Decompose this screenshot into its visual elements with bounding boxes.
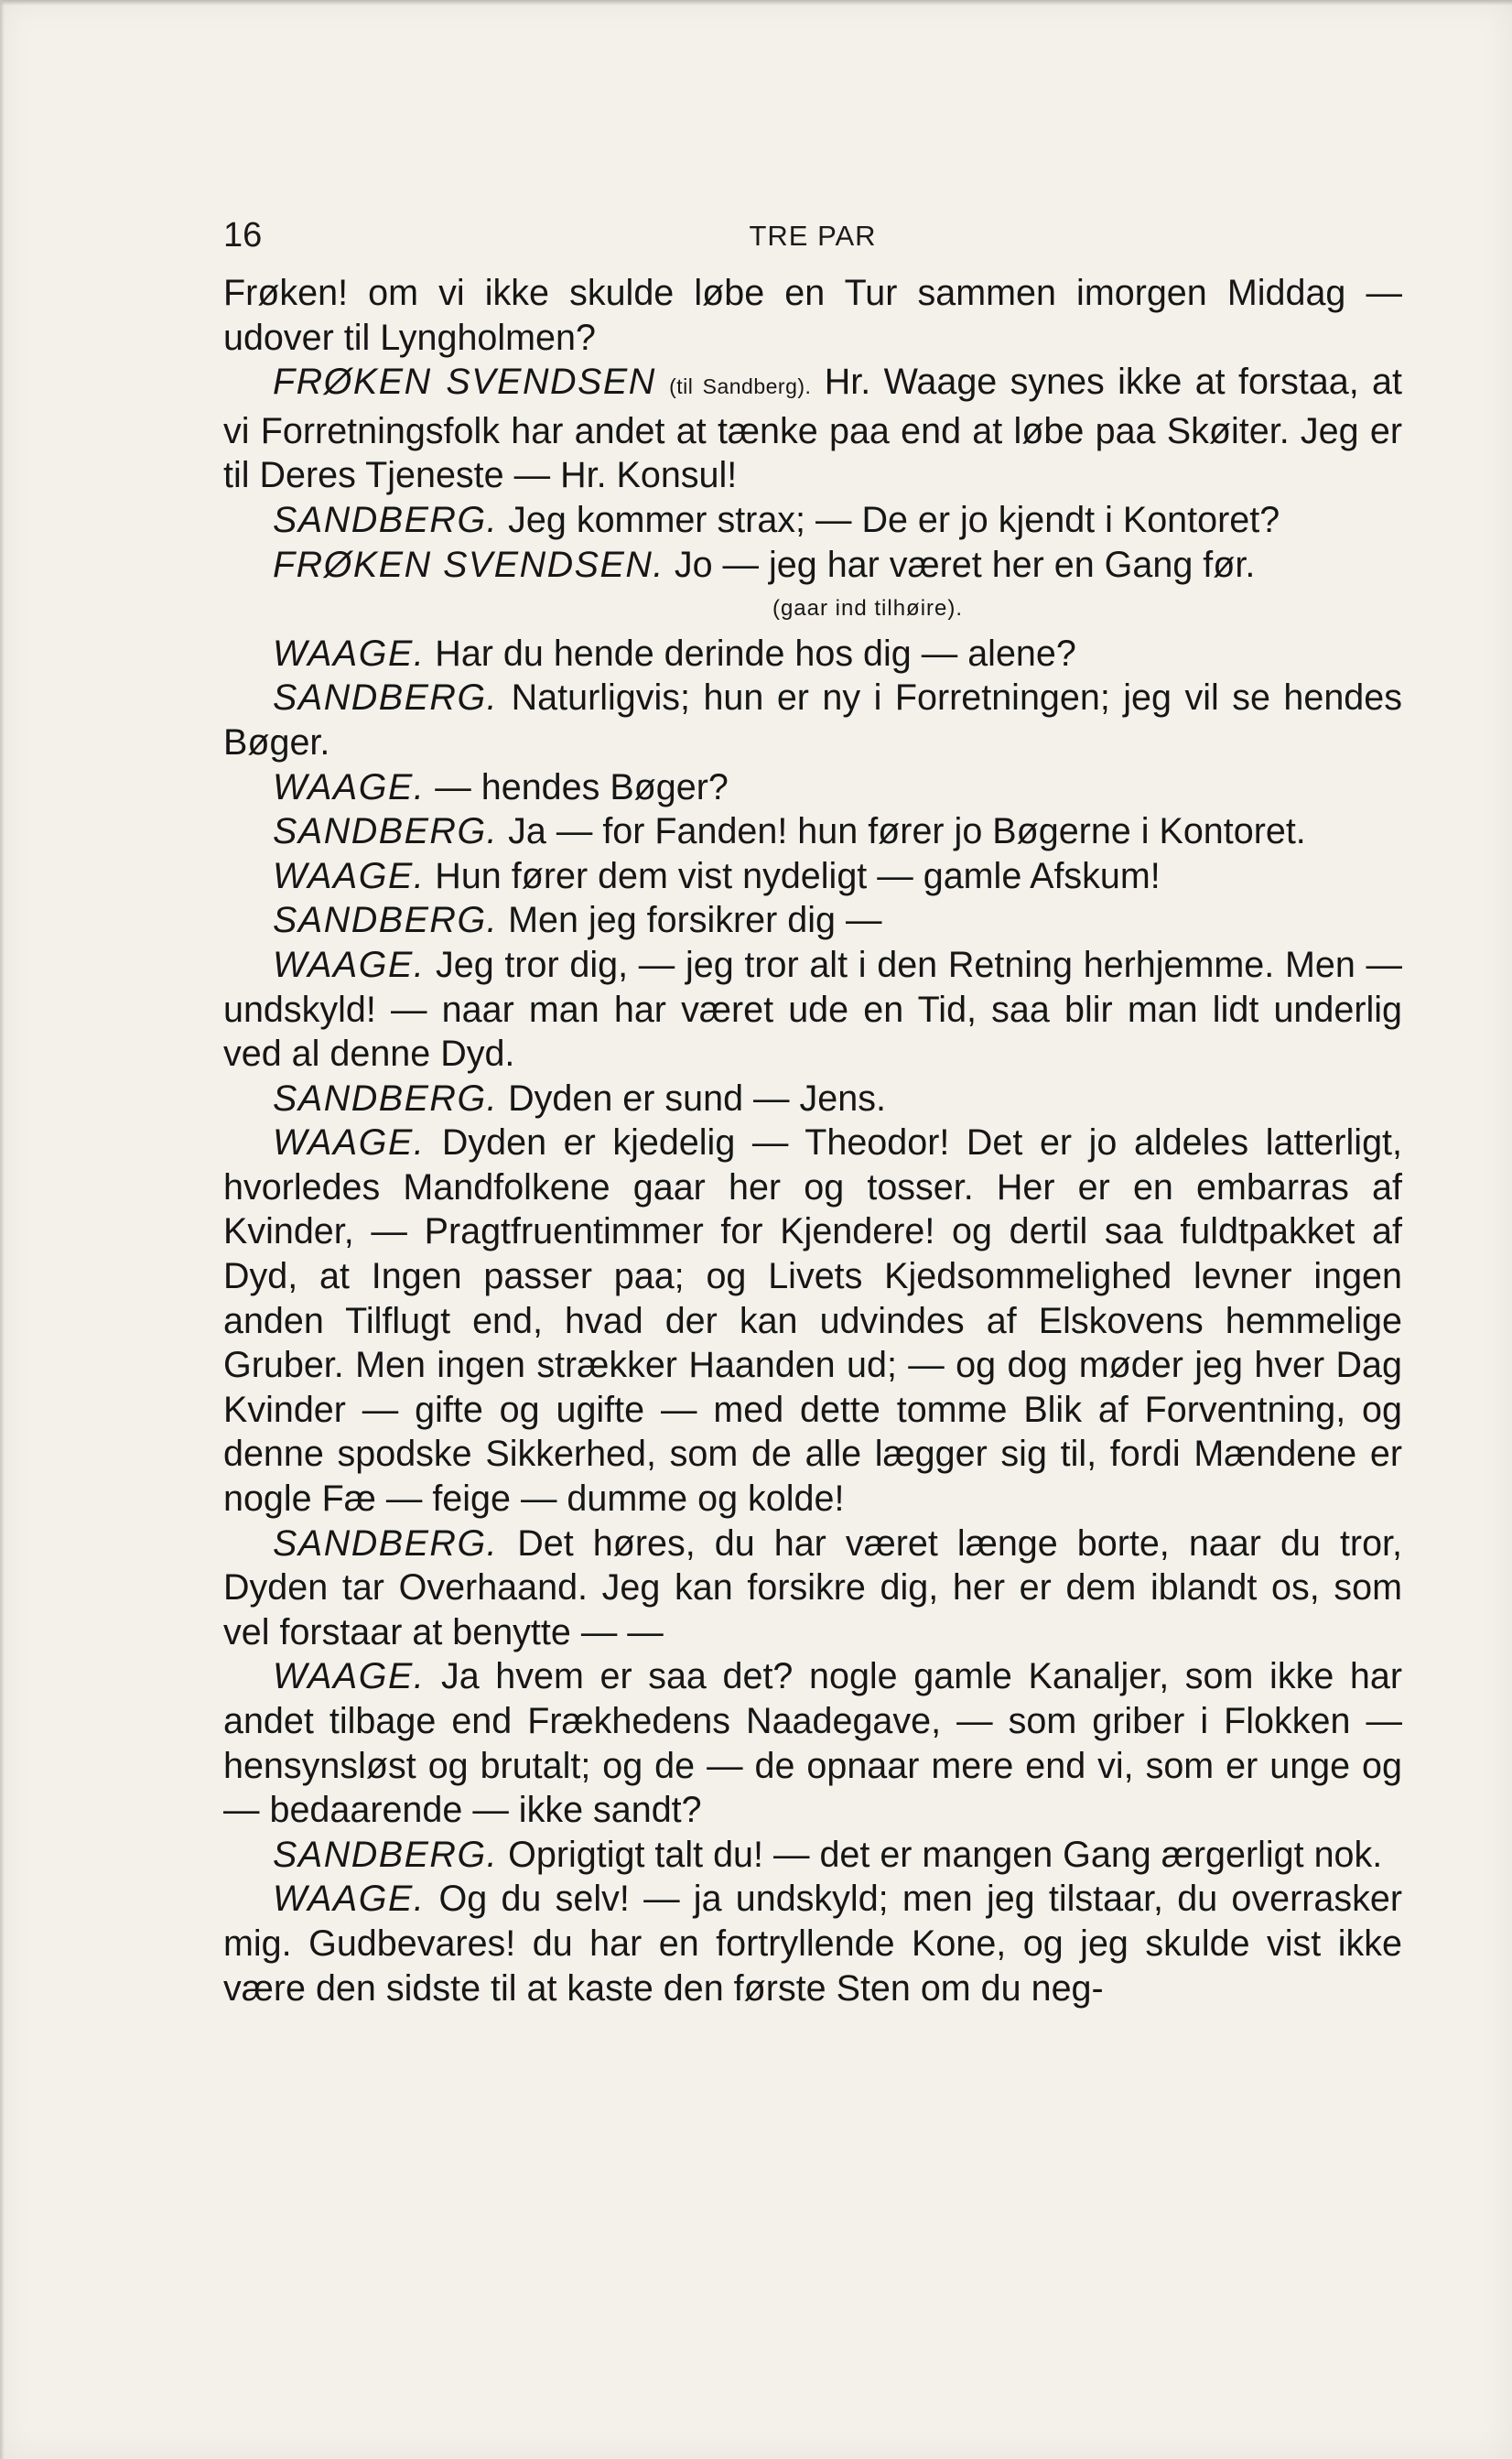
speech [223, 543, 1402, 588]
speech-continuation [223, 271, 1402, 360]
stage-direction-inline: (til Sandberg). [669, 374, 812, 399]
speech [223, 765, 1402, 810]
running-head: TRE PAR [749, 220, 877, 252]
speech-text: Hr. Waage synes ikke at forstaa, at vi Forretningsfolk har andet at tænke paa end at løbe paa Skøiter. Jeg er til Deres Tjeneste — Hr. Konsul! [223, 362, 1402, 496]
speaker-name: FRØKEN SVENDSEN. [273, 544, 664, 585]
speech [223, 360, 1402, 498]
scan-edge-left [0, 0, 5, 2459]
speaker-name: SANDBERG. [273, 677, 499, 719]
speech [223, 1121, 1402, 1521]
speech-text: Men jeg forsikrer dig — [508, 900, 882, 941]
speaker-name: SANDBERG. [273, 499, 499, 540]
speaker-name: WAAGE. [273, 633, 426, 674]
speech-text: Ja — for Fanden! hun fører jo Bøgerne i Kontoret. [508, 811, 1306, 852]
page-header [223, 216, 1402, 256]
speech [223, 632, 1402, 677]
speech-text: Oprigtigt talt du! — det er mangen Gang ærgerligt nok. [508, 1834, 1383, 1875]
speech [223, 1833, 1402, 1878]
speech [223, 1877, 1402, 2010]
speech [223, 1077, 1402, 1121]
speech-text: Dyden er sund — Jens. [508, 1078, 886, 1119]
speech [223, 498, 1402, 543]
speaker-name: WAAGE. [273, 1879, 426, 1920]
speaker-name: WAAGE. [273, 944, 426, 985]
scan-edge-top [0, 0, 1512, 5]
speaker-name: SANDBERG. [273, 1522, 499, 1564]
stage-direction: (gaar ind tilhøire). [772, 596, 964, 622]
speech-text: Jo — jeg har været her en Gang før. [674, 544, 1256, 585]
speaker-name: WAAGE. [273, 855, 426, 896]
speech [223, 809, 1402, 854]
speech-text: Dyden er kjedelig — Theodor! Det er jo aldeles latterligt, hvorledes Mandfolkene gaar her og tosser. Her er en embarras af Kvinder, — Pragtfruentimmer for Kjendere! og dertil saa fuldtpakket af Dyd, at Ingen passer paa; og Livets Kjedsommelighed levner ingen anden Tilflugt end, hvad der kan udvindes af Elskovens hemmelige Gruber. Men ingen strækker Haanden ud; — og dog møder jeg hver Dag Kvinder — gifte og ugifte — med dette tomme Blik af Forventning, og denne spodske Sikkerhed, som de alle lægger sig til, fordi Mændene er nogle Fæ — feige — dumme og kolde! [223, 1122, 1402, 1520]
speaker-name: SANDBERG. [273, 900, 499, 941]
speech-text: Naturligvis; hun er ny i Forretningen; jeg vil se hendes Bøger. [223, 677, 1402, 763]
speech [223, 676, 1402, 764]
speech-text: Jeg kommer strax; — De er jo kjendt i Kontoret? [508, 499, 1280, 540]
speech-text: Det høres, du har været længe borte, naar du tror, Dyden tar Overhaand. Jeg kan forsikre dig, her er dem iblandt os, som vel forstaar at benytte — — [223, 1522, 1402, 1652]
speech [223, 854, 1402, 899]
speaker-name: WAAGE. [273, 1656, 426, 1697]
speaker-name: SANDBERG. [273, 1834, 499, 1875]
speaker-name: WAAGE. [273, 1122, 426, 1164]
speech-text: Og du selv! — ja undskyld; men jeg tilstaar, du overrasker mig. Gudbevares! du har en fortryllende Kone, og jeg skulde vist ikke være den sidste til at kaste den første Sten om du neg- [223, 1879, 1402, 2009]
page-number: 16 [223, 216, 263, 255]
speaker-name: WAAGE. [273, 766, 426, 807]
speech [223, 1654, 1402, 1832]
play-text [223, 271, 1402, 2010]
speech-text: Frøken! om vi ikke skulde løbe en Tur sammen imorgen Middag — udover til Lyngholmen? [223, 273, 1402, 358]
speech-text: Hun fører dem vist nydeligt — gamle Afskum! [435, 855, 1161, 896]
speech-text: Har du hende derinde hos dig — alene? [435, 633, 1076, 674]
speaker-name: SANDBERG. [273, 811, 499, 852]
speech-text: Jeg tror dig, — jeg tror alt i den Retning herhjemme. Men — undskyld! — naar man har været ude en Tid, saa blir man lidt underlig ved al denne Dyd. [223, 944, 1402, 1075]
speaker-name: FRØKEN SVENDSEN [273, 362, 656, 403]
speech-text: — hendes Bøger? [435, 766, 729, 807]
speech [223, 898, 1402, 943]
speech [223, 1522, 1402, 1655]
speech-text: Ja hvem er saa det? nogle gamle Kanaljer, som ikke har andet tilbage end Frækhedens Naadegave, — som griber i Flokken — hensynsløst og brutalt; og de — de opnaar mere end vi, som er unge og — bedaarende — ikke sandt? [223, 1656, 1402, 1831]
speech [223, 943, 1402, 1077]
speaker-name: SANDBERG. [273, 1078, 499, 1119]
